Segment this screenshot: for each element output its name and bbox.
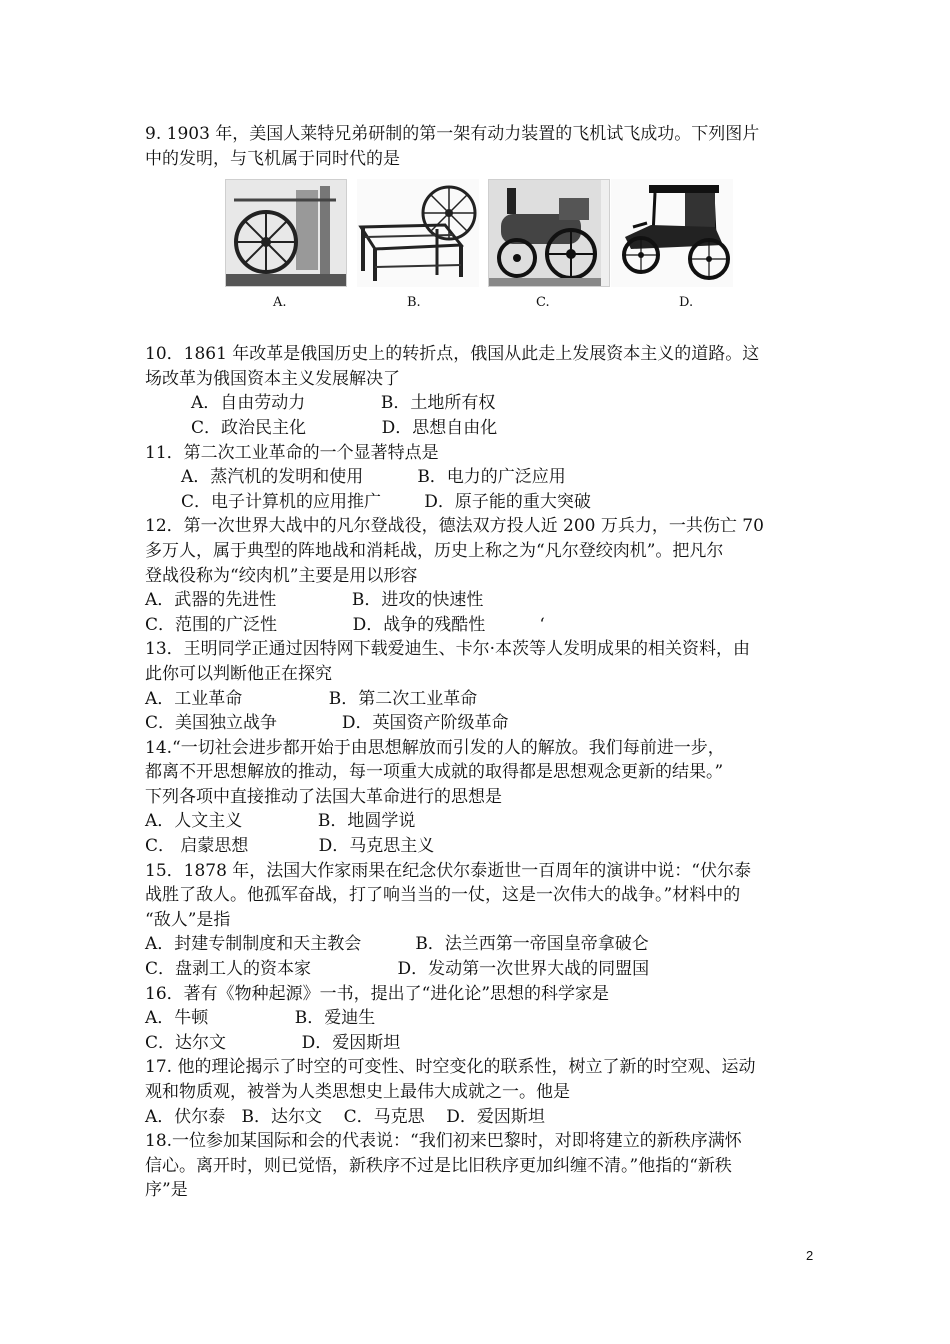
question-13-options-row2: C．美国独立战争 D．英国资产阶级革命	[145, 713, 509, 734]
question-14-text-line1: 14.“一切社会进步都开始于由思想解放而引发的人的解放。我们每前进一步，	[145, 737, 725, 758]
question-17-text-line2: 观和物质观，被誉为人类思想史上最伟大成就之一。他是	[145, 1082, 570, 1102]
question-list	[145, 122, 810, 1203]
question-10	[145, 342, 810, 440]
figure-b	[357, 179, 479, 311]
question-15-text-line3: “敌人”是指	[145, 909, 231, 930]
question-12-text-line2: 多万人，属于典型的阵地战和消耗战，历史上称之为“凡尔登绞肉机”。把凡尔	[145, 540, 724, 561]
question-10-options-row2: C．政治民主化 D．思想自由化	[191, 417, 498, 438]
question-12-text-line3: 登战役称为“绞肉机”主要是用以形容	[145, 565, 418, 586]
question-16-text-line1: 16．著有《物种起源》一书，提出了“进化论”思想的科学家是	[145, 983, 610, 1004]
spinning-machine-icon	[357, 179, 479, 287]
figure-d-label: D.	[679, 295, 694, 311]
question-15-text-line1: 15．1878 年，法国大作家雨果在纪念伏尔泰逝世一百周年的演讲中说：“伏尔泰	[145, 860, 751, 881]
question-14	[145, 736, 810, 859]
question-15-options-row2: C．盘剥工人的资本家 D．发动第一次世界大战的同盟国	[145, 959, 650, 980]
question-18-text-line1: 18.一位参加某国际和会的代表说：“我们初来巴黎时，对即将建立的新秩序满怀	[145, 1131, 742, 1152]
figure-a	[225, 179, 347, 311]
page-number: 2	[806, 1248, 814, 1263]
question-12-text-line1: 12．第一次世界大战中的凡尔登战役，德法双方投人近 200 万兵力，一共伤亡 70	[145, 516, 764, 537]
question-14-text-line3: 下列各项中直接推动了法国大革命进行的思想是	[145, 786, 502, 807]
question-17-text-line1: 17. 他的理论揭示了时空的可变性、时空变化的联系性，树立了新的时空观、运动	[145, 1057, 756, 1078]
figure-d	[611, 179, 733, 311]
question-18	[145, 1129, 810, 1203]
locomotive-icon	[488, 179, 610, 287]
question-11-text-line1: 11．第二次工业革命的一个显著特点是	[145, 442, 439, 463]
question-9	[145, 122, 810, 332]
question-15-text-line2: 战胜了敌人。他孤军奋战，打了响当当的一仗，这是一次伟大的战争。”材料中的	[145, 885, 741, 906]
figure-a-label: A.	[273, 295, 287, 311]
question-12-options-row2: C．范围的广泛性 D．战争的残酷性 ‘	[145, 614, 545, 635]
question-11-options-row2: C．电子计算机的应用推广 D．原子能的重大突破	[181, 491, 591, 512]
question-13-text-line2: 此你可以判断他正在探究	[145, 663, 332, 684]
question-17-options-row1: A．伏尔泰 B．达尔文 C．马克思 D．爱因斯坦	[145, 1106, 545, 1127]
question-9-text-line1: 9. 1903 年，美国人莱特兄弟研制的第一架有动力装置的飞机试飞成功。下列图片	[145, 124, 760, 144]
question-10-text-line1: 10．1861 年改革是俄国历史上的转折点，俄国从此走上发展资本主义的道路。这	[145, 344, 760, 365]
question-15	[145, 859, 810, 982]
question-16	[145, 982, 810, 1056]
question-11-options-row1: A．蒸汽机的发明和使用 B．电力的广泛应用	[181, 467, 566, 488]
question-12-options-row1: A．武器的先进性 B．进攻的快速性	[145, 590, 484, 611]
question-13-text-line1: 13．王明同学正通过因特网下载爱迪生、卡尔·本茨等人发明成果的相关资料，由	[145, 639, 751, 660]
question-12	[145, 514, 810, 637]
figure-c-label: C.	[536, 295, 550, 311]
figure-b-label: B.	[407, 295, 421, 311]
question-18-text-line2: 信心。离开时，则已觉悟，新秩序不过是比旧秩序更加纠缠不清。”他指的“新秩	[145, 1155, 732, 1176]
question-14-options-row1: A．人文主义 B．地圆学说	[145, 811, 416, 832]
question-16-options-row1: A．牛顿 B．爱迪生	[145, 1008, 376, 1029]
question-14-text-line2: 都离不开思想解放的推动，每一项重大成就的取得都是思想观念更新的结果。”	[145, 762, 724, 783]
question-11	[145, 441, 810, 515]
question-17	[145, 1055, 810, 1129]
automobile-icon	[611, 179, 733, 287]
question-9-figures	[145, 179, 810, 332]
figure-c	[488, 179, 610, 311]
question-14-options-row2: C． 启蒙思想 D．马克思主义	[145, 836, 435, 857]
question-16-options-row2: C．达尔文 D．爱因斯坦	[145, 1032, 401, 1053]
steam-engine-icon	[225, 179, 347, 287]
question-9-text-line2: 中的发明，与飞机属于同时代的是	[145, 148, 400, 169]
question-13	[145, 637, 810, 735]
question-13-options-row1: A．工业革命 B．第二次工业革命	[145, 688, 478, 709]
question-18-text-line3: 序”是	[145, 1180, 188, 1201]
question-10-text-line2: 场改革为俄国资本主义发展解决了	[145, 368, 400, 389]
question-10-options-row1: A．自由劳动力 B．土地所有权	[191, 393, 496, 414]
question-15-options-row1: A．封建专制制度和天主教会 B．法兰西第一帝国皇帝拿破仑	[145, 934, 649, 955]
